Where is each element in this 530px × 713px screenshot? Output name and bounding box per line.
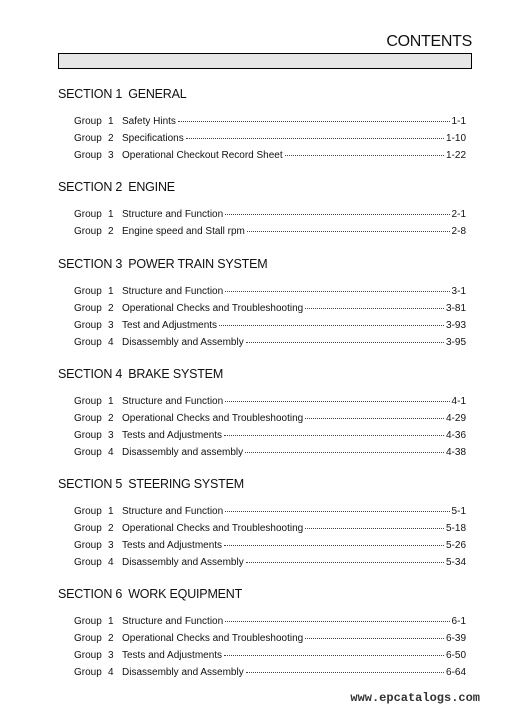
leader-dots — [246, 672, 444, 673]
group-number: 3 — [108, 320, 114, 331]
leader-dots — [186, 138, 444, 139]
entry-title: Disassembly and Assembly — [122, 337, 244, 348]
group-number: 2 — [108, 133, 114, 144]
group-label: Group — [74, 150, 102, 161]
entry-title: Operational Checks and Troubleshooting — [122, 633, 304, 644]
toc-entry[interactable] — [58, 396, 466, 413]
leader-dots — [225, 511, 449, 512]
group-number: 2 — [108, 523, 114, 534]
group-number: 2 — [108, 633, 114, 644]
leader-dots — [246, 342, 444, 343]
leader-dots — [245, 452, 444, 453]
page-number: 2-8 — [451, 226, 466, 237]
entry-title: Disassembly and Assembly — [122, 667, 244, 678]
group-label: Group — [74, 667, 102, 678]
toc-section — [58, 86, 466, 167]
entry-title: Structure and Function — [122, 616, 224, 627]
page-number: 2-1 — [451, 209, 466, 220]
entry-title: Structure and Function — [122, 209, 224, 220]
group-label: Group — [74, 286, 102, 297]
toc-entry[interactable] — [58, 286, 466, 303]
group-label: Group — [74, 133, 102, 144]
entry-title: Safety Hints — [122, 116, 176, 127]
entry-title: Disassembly and Assembly — [122, 557, 244, 568]
header-rule-box — [58, 53, 472, 69]
section-heading — [58, 86, 466, 116]
group-label: Group — [74, 523, 102, 534]
group-number: 3 — [108, 540, 114, 551]
group-label: Group — [74, 557, 102, 568]
group-number: 4 — [108, 337, 114, 348]
group-label: Group — [74, 540, 102, 551]
leader-dots — [305, 418, 444, 419]
group-label: Group — [74, 650, 102, 661]
section-name: POWER TRAIN SYSTEM — [128, 257, 268, 271]
section-number: SECTION 6 — [58, 587, 123, 601]
page-number: 3-95 — [445, 337, 466, 348]
section-name: STEERING SYSTEM — [128, 477, 244, 491]
group-label: Group — [74, 447, 102, 458]
entry-title: Disassembly and assembly — [122, 447, 244, 458]
toc-entry[interactable] — [58, 667, 466, 684]
toc-entry[interactable] — [58, 226, 466, 243]
footer-watermark: www.epcatalogs.com — [350, 691, 480, 705]
section-number: SECTION 4 — [58, 367, 123, 381]
toc-entry[interactable] — [58, 337, 466, 354]
toc-entry[interactable] — [58, 320, 466, 337]
toc-entry[interactable] — [58, 150, 466, 167]
leader-dots — [225, 621, 449, 622]
toc-entry[interactable] — [58, 557, 466, 574]
page-number: 4-38 — [445, 447, 466, 458]
section-name: ENGINE — [128, 180, 175, 194]
toc-entry[interactable] — [58, 116, 466, 133]
group-label: Group — [74, 413, 102, 424]
entry-title: Operational Checks and Troubleshooting — [122, 303, 304, 314]
group-number: 3 — [108, 650, 114, 661]
toc-entry[interactable] — [58, 447, 466, 464]
group-label: Group — [74, 396, 102, 407]
page-number: 6-1 — [451, 616, 466, 627]
toc-section — [58, 256, 466, 354]
entry-title: Tests and Adjustments — [122, 540, 223, 551]
entry-title: Structure and Function — [122, 286, 224, 297]
group-number: 1 — [108, 506, 114, 517]
entry-title: Tests and Adjustments — [122, 430, 223, 441]
toc-section — [58, 586, 466, 684]
page-number: 4-36 — [445, 430, 466, 441]
entry-title: Operational Checks and Troubleshooting — [122, 413, 304, 424]
group-label: Group — [74, 226, 102, 237]
section-heading — [58, 366, 466, 396]
page-number: 3-1 — [451, 286, 466, 297]
leader-dots — [224, 655, 444, 656]
group-number: 3 — [108, 150, 114, 161]
group-number: 2 — [108, 413, 114, 424]
section-number: SECTION 1 — [58, 87, 123, 101]
toc-entry[interactable] — [58, 540, 466, 557]
section-heading — [58, 586, 466, 616]
section-number: SECTION 5 — [58, 477, 123, 491]
section-heading — [58, 256, 466, 286]
group-label: Group — [74, 430, 102, 441]
toc-entry[interactable] — [58, 633, 466, 650]
section-name: BRAKE SYSTEM — [128, 367, 224, 381]
toc-entry[interactable] — [58, 133, 466, 150]
group-label: Group — [74, 633, 102, 644]
leader-dots — [305, 308, 444, 309]
group-number: 4 — [108, 447, 114, 458]
toc-entry[interactable] — [58, 303, 466, 320]
group-number: 4 — [108, 557, 114, 568]
leader-dots — [219, 325, 444, 326]
page-number: 6-50 — [445, 650, 466, 661]
toc-entry[interactable] — [58, 430, 466, 447]
entry-title: Specifications — [122, 133, 184, 144]
page-number: 1-1 — [451, 116, 466, 127]
leader-dots — [225, 214, 449, 215]
group-label: Group — [74, 337, 102, 348]
toc-entry[interactable] — [58, 209, 466, 226]
section-number: SECTION 2 — [58, 180, 123, 194]
page-number: 5-34 — [445, 557, 466, 568]
group-number: 2 — [108, 226, 114, 237]
section-name: GENERAL — [128, 87, 187, 101]
section-number: SECTION 3 — [58, 257, 123, 271]
leader-dots — [285, 155, 444, 156]
page-number: 1-22 — [445, 150, 466, 161]
entry-title: Test and Adjustments — [122, 320, 218, 331]
leader-dots — [225, 401, 449, 402]
group-label: Group — [74, 209, 102, 220]
group-number: 2 — [108, 303, 114, 314]
toc-entry[interactable] — [58, 650, 466, 667]
leader-dots — [305, 528, 444, 529]
entry-title: Operational Checks and Troubleshooting — [122, 523, 304, 534]
group-label: Group — [74, 616, 102, 627]
entry-title: Structure and Function — [122, 396, 224, 407]
page-number: 1-10 — [445, 133, 466, 144]
toc-entry[interactable] — [58, 523, 466, 540]
toc-entry[interactable] — [58, 413, 466, 430]
page-number: 3-93 — [445, 320, 466, 331]
toc-entry[interactable] — [58, 616, 466, 633]
group-number: 3 — [108, 430, 114, 441]
leader-dots — [246, 562, 444, 563]
page-number: 5-26 — [445, 540, 466, 551]
toc-section — [58, 366, 466, 464]
section-heading — [58, 476, 466, 506]
leader-dots — [225, 291, 449, 292]
leader-dots — [305, 638, 444, 639]
group-number: 1 — [108, 616, 114, 627]
page-number: 6-64 — [445, 667, 466, 678]
entry-title: Structure and Function — [122, 506, 224, 517]
group-label: Group — [74, 506, 102, 517]
page-number: 5-1 — [451, 506, 466, 517]
group-number: 1 — [108, 396, 114, 407]
leader-dots — [224, 435, 444, 436]
page-number: 3-81 — [445, 303, 466, 314]
toc-section — [58, 179, 466, 243]
group-number: 4 — [108, 667, 114, 678]
page-number: 4-1 — [451, 396, 466, 407]
entry-title: Operational Checkout Record Sheet — [122, 150, 283, 161]
toc-entry[interactable] — [58, 506, 466, 523]
group-label: Group — [74, 116, 102, 127]
leader-dots — [178, 121, 450, 122]
group-number: 1 — [108, 116, 114, 127]
entry-title: Engine speed and Stall rpm — [122, 226, 245, 237]
group-number: 1 — [108, 286, 114, 297]
group-label: Group — [74, 320, 102, 331]
section-name: WORK EQUIPMENT — [128, 587, 243, 601]
section-heading — [58, 179, 466, 209]
leader-dots — [224, 545, 444, 546]
group-number: 1 — [108, 209, 114, 220]
leader-dots — [247, 231, 450, 232]
page-number: 6-39 — [445, 633, 466, 644]
page-number: 5-18 — [445, 523, 466, 534]
entry-title: Tests and Adjustments — [122, 650, 223, 661]
page-title: CONTENTS — [386, 33, 472, 50]
group-label: Group — [74, 303, 102, 314]
page-number: 4-29 — [445, 413, 466, 424]
toc-section — [58, 476, 466, 574]
